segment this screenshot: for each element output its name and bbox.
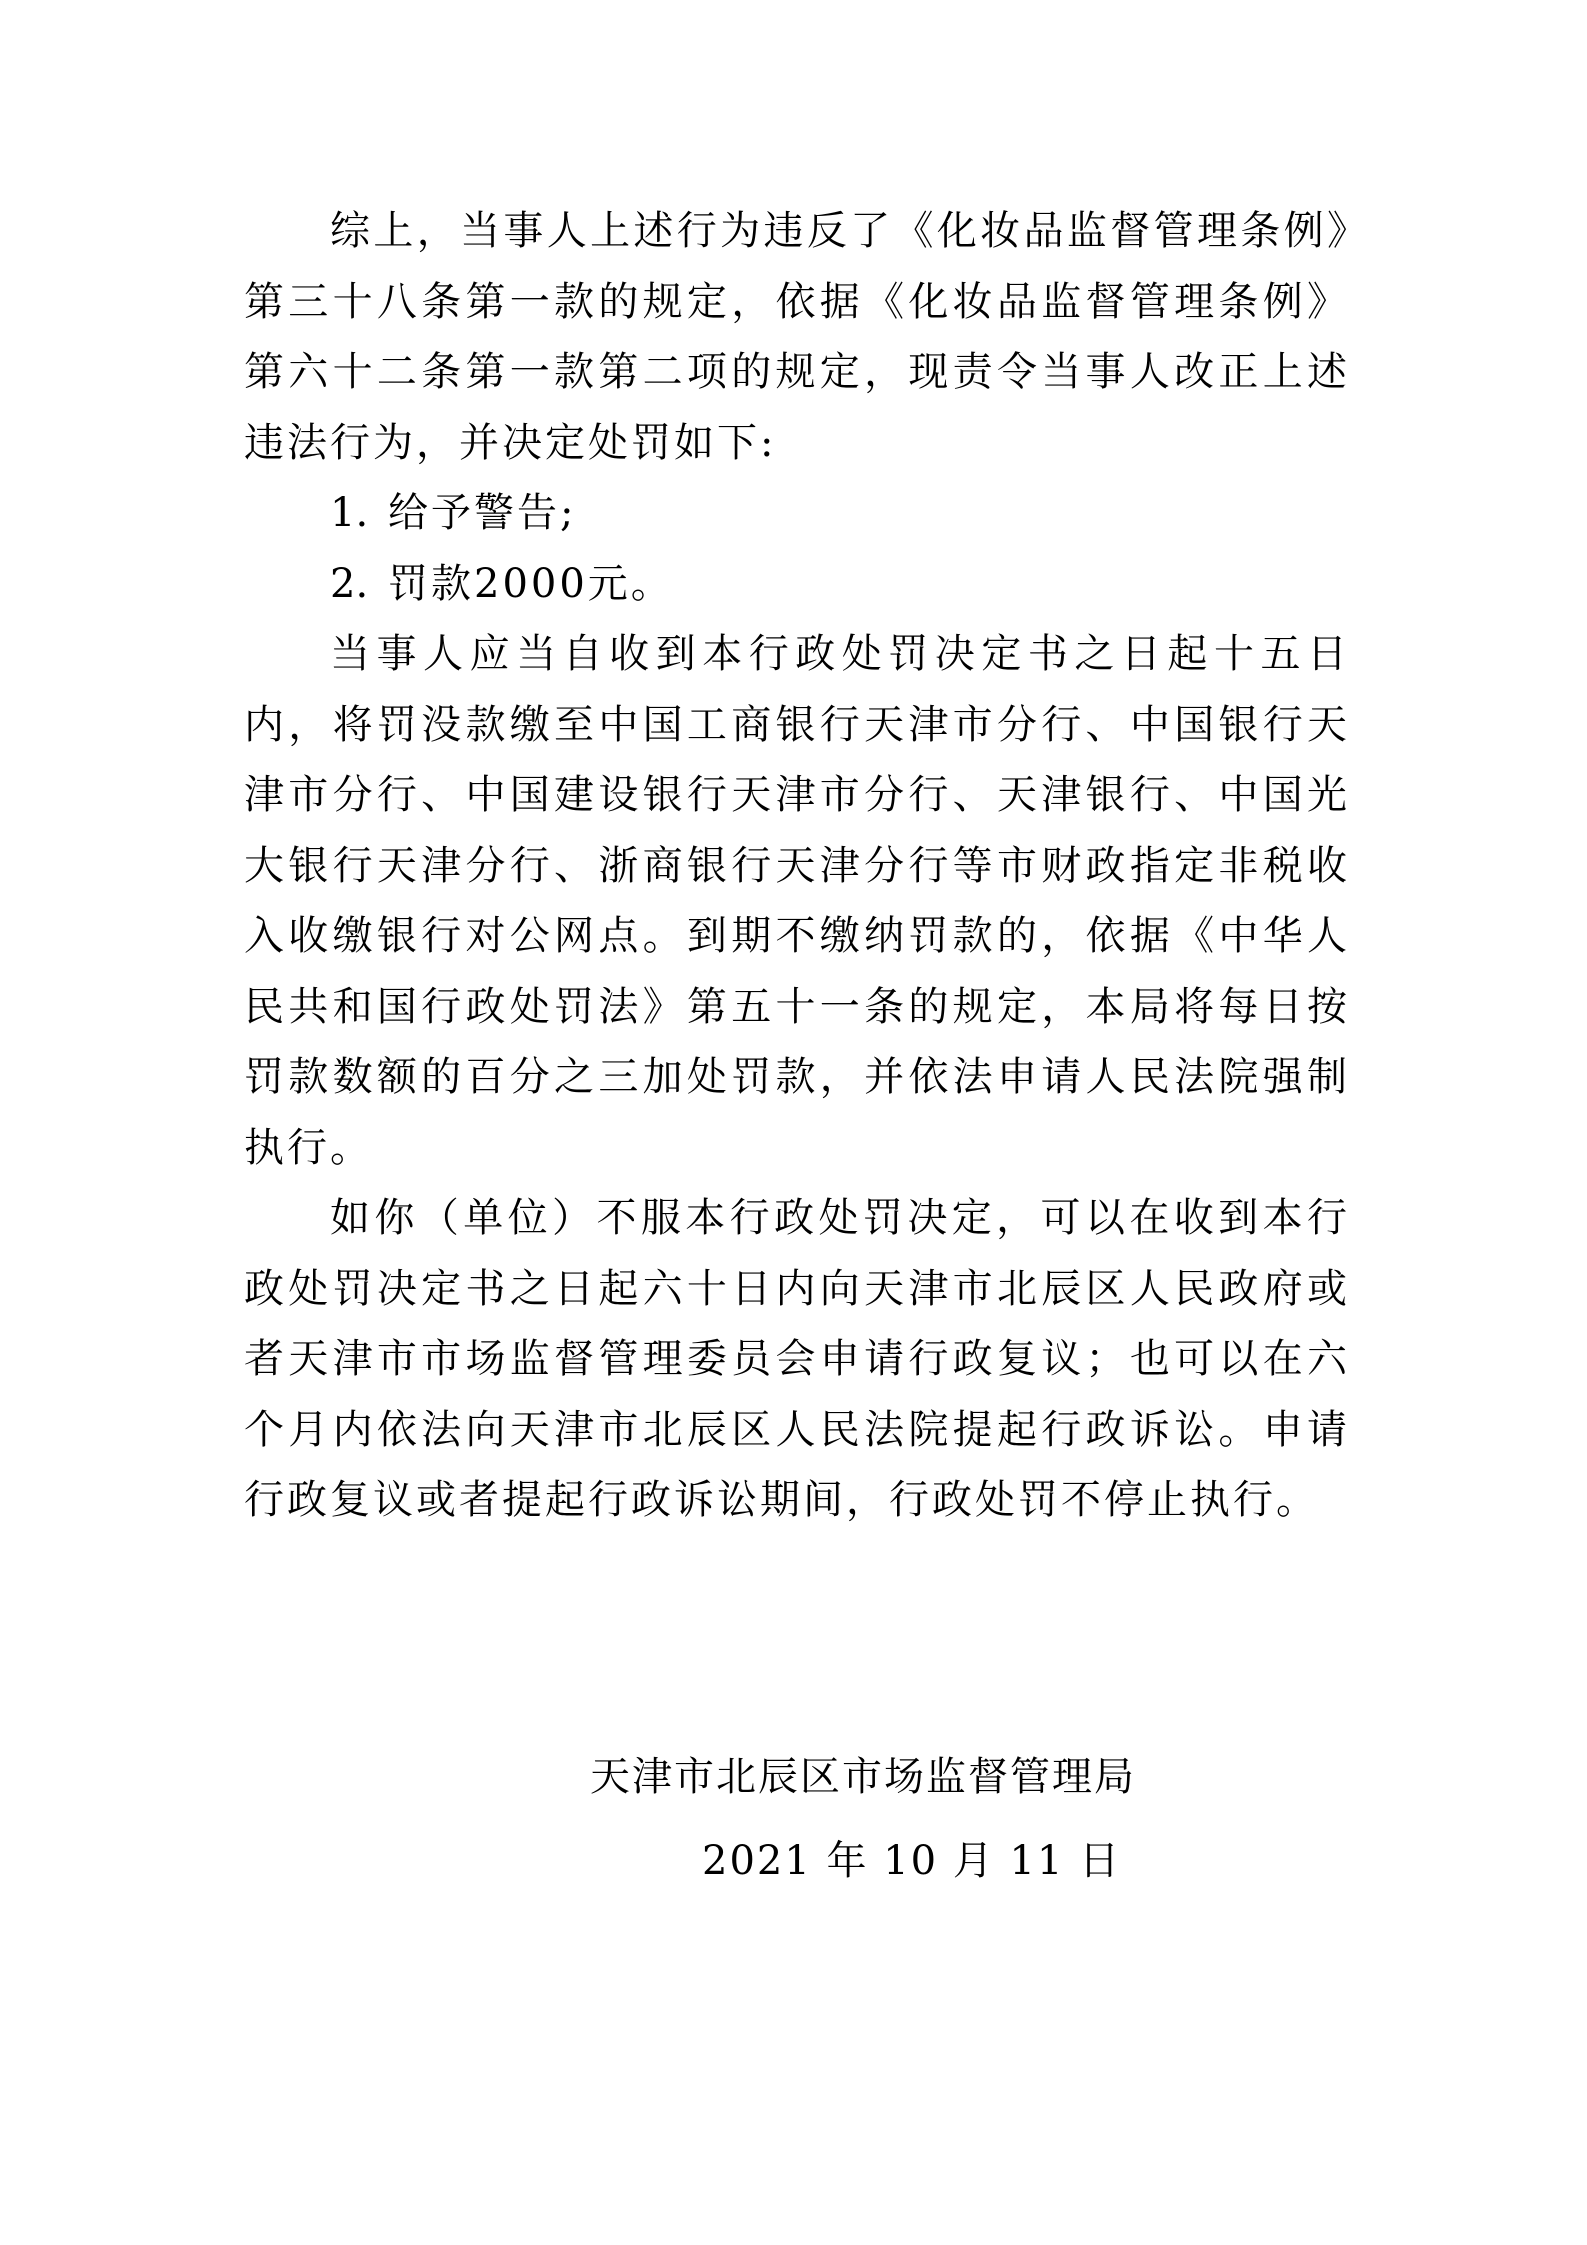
penalty-item-number: 2. bbox=[330, 560, 369, 607]
appeal-paragraph: 如你（单位）不服本行政处罚决定，可以在收到本行政处罚决定书之日起六十日内向天津市北辰区人民政府或者天津市市场监督管理委员会申请行政复议；也可以在六个月内依法向天津市北辰区人民法院提起行政诉讼。申请行政复议或者提起行政诉讼期间，行政处罚不停止执行。 bbox=[244, 1195, 1350, 1523]
document-body bbox=[244, 196, 1350, 1536]
penalty-item-2 bbox=[244, 549, 1350, 620]
penalty-item-number: 1. bbox=[330, 490, 369, 536]
penalty-item-text: 罚款2000元。 bbox=[388, 560, 674, 607]
issue-date: 2021 年 10 月 11 日 bbox=[702, 1838, 1122, 1884]
penalty-item-text: 给予警告; bbox=[388, 490, 577, 536]
conclusion-paragraph: 综上，当事人上述行为违反了《化妆品监督管理条例》第三十八条第一款的规定，依据《化妆品监督管理条例》第六十二条第一款第二项的规定，现责令当事人改正上述违法行为，并决定处罚如下: bbox=[244, 208, 1350, 466]
payment-paragraph: 当事人应当自收到本行政处罚决定书之日起十五日内，将罚没款缴至中国工商银行天津市分行、中国银行天津市分行、中国建设银行天津市分行、天津银行、中国光大银行天津分行、浙商银行天津分行等市财政指定非税收入收缴银行对公网点。到期不缴纳罚款的，依据《中华人民共和国行政处罚法》第五十一条的规定，本局将每日按罚款数额的百分之三加处罚款，并依法申请人民法院强制执行。 bbox=[244, 631, 1350, 1171]
penalty-item-1 bbox=[244, 478, 1350, 549]
issuing-authority: 天津市北辰区市场监督管理局 bbox=[590, 1754, 1136, 1800]
signature-block bbox=[590, 1735, 1290, 1903]
